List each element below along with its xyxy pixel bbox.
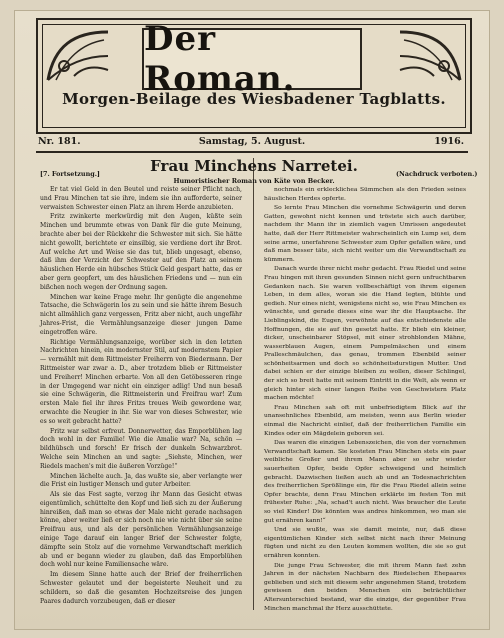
paragraph: Fritz zwinkerte merkwürdig mit den Augen, küßte sein Minchen und brummte etwas von Dank für die gute Meinung, brachte aber bei der Rückkehr die Schwester mit sich. Sie hätte nicht gewollt, berichtete er einsilbig, sie verdiene dort ihr Brot. Auf welche Art und Weise sie das tut, blieb ungesagt, ebenso, daß ihm der Verzicht der Schwester auf den Platz an seinem häuslichen Herde ein hübsches Stück Geld gespart hatte, das er aber gern geopfert, um des häuslichen Friedens und — nun ein bißchen noch wegen der Ordnung sagen. [40,213,242,291]
reprint-note: (Nachdruck verboten.) [396,170,478,178]
paragraph: Frau Minchen sah oft mit unbefriedigtem Blick auf ihr unansehnliches Ebenbild, am meisten, wenn aus Berlin wieder einmal die Nachricht einlief, daß der freiherrlichen Familie ein Kindes oder ein Mägdelein geboren sei. [264,403,466,437]
right-column [264,186,466,613]
paragraph: So lernte Frau Minchen die vornehme Schwägerin und deren Gatten, gewohnt nicht kennen und tröstete sich auch darüber, nachdem ihr Mann ihr in ziemlich vagen Umrissen angedeutet hatte, daß der Herr Rittmeister wahrscheinlich ein Lump sei, dem seine arme, unerfahrene Schwester zum Opfer gefallen wäre, und daß man besser täte, sich nicht weiter um die Verwandtschaft zu kümmern. [264,204,466,263]
paragraph: Als sie das Fest sagte, verzog ihr Mann das Gesicht etwas eigentümlich, schüttelte den Kopf und ließ sich zu der Äußerung hinreißen, daß man so etwas der Male nicht gerade nachsagen könne, aber weiter ließ er sich noch nie wie nicht über sie seine Freifrau aus, und als der persönlichen Vermählungsanzeige einige Tage darauf ein langer Brief der Schwester folgte, dämpfte sein Stolz auf die vornehme Verwandtschaft merklich ab und er begann wieder zu glauben, daß das Emporblühen doch wohl nur keine Familiensache wäre. [40,491,242,569]
column-divider [253,158,254,610]
paragraph: Im diesem Sinne hatte auch der Brief der freiherrlichen Schwester gelautet und der begeisterte Neuheit und zu schildern, so daß die gesamten Hochzeitsreise des jungen Paares dadurch vorzubeugen, daß er dieser [40,571,242,605]
paragraph: Minchen lächelte auch. Ja, das wußte sie, aber verlangte wer die Frist ein lustiger Mensch und guter Arbeiter. [40,472,242,489]
bottom-rule [36,151,468,153]
paragraph: Danach wurde ihrer nicht mehr gedacht. Frau Riedel und seine Frau hingen mit ihren gesunden Sinnen nicht gern unfruchtbaren Gedanken nach. Sie waren vollbeschäftigt von ihrem eigenen Leben, in dem alles, woran sie die Hand legten, blühte und gedieh. Nur eines nicht, wenigstens nicht so, wie Frau Minchen es wünschte, und gerade dieses eine war ihr die Hauptsache. Ihr Lieblingskind, die Eugen, verwöhnte auf das entschiedenste alle Hoffnungen, die sie auf ihn gesetzt hatte. Er blieb ein kleiner, dicker, unscheinbarer Stöpsel, mit einer strohblonden Mähne, wasserblauen Augen, einem Pumpelmäschen und einem Pralleschmäulchen, das genau, trommen Ebenbild seiner schönheitsarmen und doch so schönheitsdurstigen Mutter. Und dabei schien er der einzige bleiben zu wollen, dieser Schlingel, der sich so breit hatte mit seinem Eintritt in die Welt, als wenn er gleich hinter sich einer langen Reihe von Geschwistern Platz machen möchte! [264,265,466,402]
paragraph: Die junge Frau Schwester, die mit ihrem Mann fast zehn Jahren in der nächsten Nachbarn des Riedelschen Ehepaares geblieben und sich mit diesem sehr angenehmen Stand, trotzdem gewissen den beiden Menschen ein beträchtlicher Altersunterschied bestand, war die einzige, der gegenüber Frau Minchen manchmal ihr Herz ausschüttete. [264,561,466,612]
paragraph: Richtige Vermählungsanzeige, worüber sich in den letzten Nachrichten hinein, ein modernster Stil, auf modernstem Papier — vermählt mit dem Rittmeister Freiherrn von Biedermann. Der Rittmeister war zwar a. D., aber trotzdem blieb er Rittmeister und Freiherr! Minchen erbarte. Von all den Getöbesseren ringe in der Umgegend war nicht ein einziger adlig! Und nun besaß sie eine Schwägerin, die Rittmeisterin und Freifrau war! Zum ersten Male fiel ihr ihres Fritzs treues Weib gewordene war, erwachte die Neugier in ihr. Sie war von dieses Schwester, wie es so weit gebracht hatte? [40,338,242,425]
art-nouveau-ornament-left-icon [44,26,112,84]
issue-year: 1916. [434,136,464,147]
newspaper-page [14,10,490,630]
art-nouveau-ornament-right-icon [396,26,464,84]
issue-line [36,134,468,150]
newspaper-title: Der Roman. [144,19,296,99]
paragraph: Das waren die einzigen Lebenszeichen, die von der vornehmen Verwandtschaft kamen. Sie kosteten Frau Minchen stets ein paar weibliche Großer und ihrem Mann aber so sehr wieder sauerheiten Opfer, beide Opfer schweigend und heimlich gebracht. Dazwischen ließen auch ab und an Todesnachrichten des freiherrlichen Sprößlinge ein, für die Frau Riedel allein seine Opfer brachte, denn Frau Minchen erklärte im festen Ton mit frühester Ruhe: „Na, schad't auch nicht. Was braucher die Leute so viel Kinder! Die könnten was andres hinkommen, wo man sie gut ernähren kann!“ [264,439,466,524]
continuation-note: [7. Fortsetzung.] [40,170,100,178]
paragraph: Er tat viel Geld in den Beutel und reiste seiner Pflicht nach, und Frau Minchen tat sie ihre, indem sie ihn aufforderte, seiner verwaisten Schwester einen Platz an ihrem Herde anzubieten. [40,186,242,211]
issue-date: Samstag, 5. August. [198,136,306,147]
title-box [142,19,362,99]
issue-number: Nr. 181. [38,136,81,147]
newspaper-subtitle: Morgen-Beilage des Wiesbadener Tagblatts. [62,90,446,108]
story-title: Frau Minchens Narretei. [150,157,358,175]
paragraph: Und sie wußte, was sie damit meinte, nur, daß diese eigentümlichen Kinder sich selbst nicht nach ihrer Meinung fügten und nicht zu den Leuten kommen wollten, die sie so gut ernähren konnten. [264,526,466,559]
paragraph: Minchen war keine Frage mehr. Ihr genügte die angenehme Tatsache, die Schwägerin los zu sein und sie hätte ihrem Besuch nicht allmählich ganz vergessen, Fritz aber nicht, auch ungefähr Jahres-Frist, die Vermählungsanzeige dieser jungen Dame eingetroffen wäre. [40,293,242,336]
masthead [36,18,472,134]
left-column [40,186,242,606]
paragraph: Fritz war selbst erfreut. Donnerwetter, das Emporblühen lag doch wohl in der Familie! Wie die Amalie war? Na, schön — bildhübsch und forsch! Er frisch der dunkeln Schwarzbrot. Welche sein Minchen an und sagte: „Siehste, Minchen, wer Riedels machen's mit die äußeren Vorzüge!“ [40,427,242,470]
paragraph: nochmals ein erklecklichea Sümmchen als den Frieden seines häuslichen Herdes opferte. [264,186,466,202]
story-subtitle: Humoristischer Roman von Käte von Becker. [173,177,335,185]
